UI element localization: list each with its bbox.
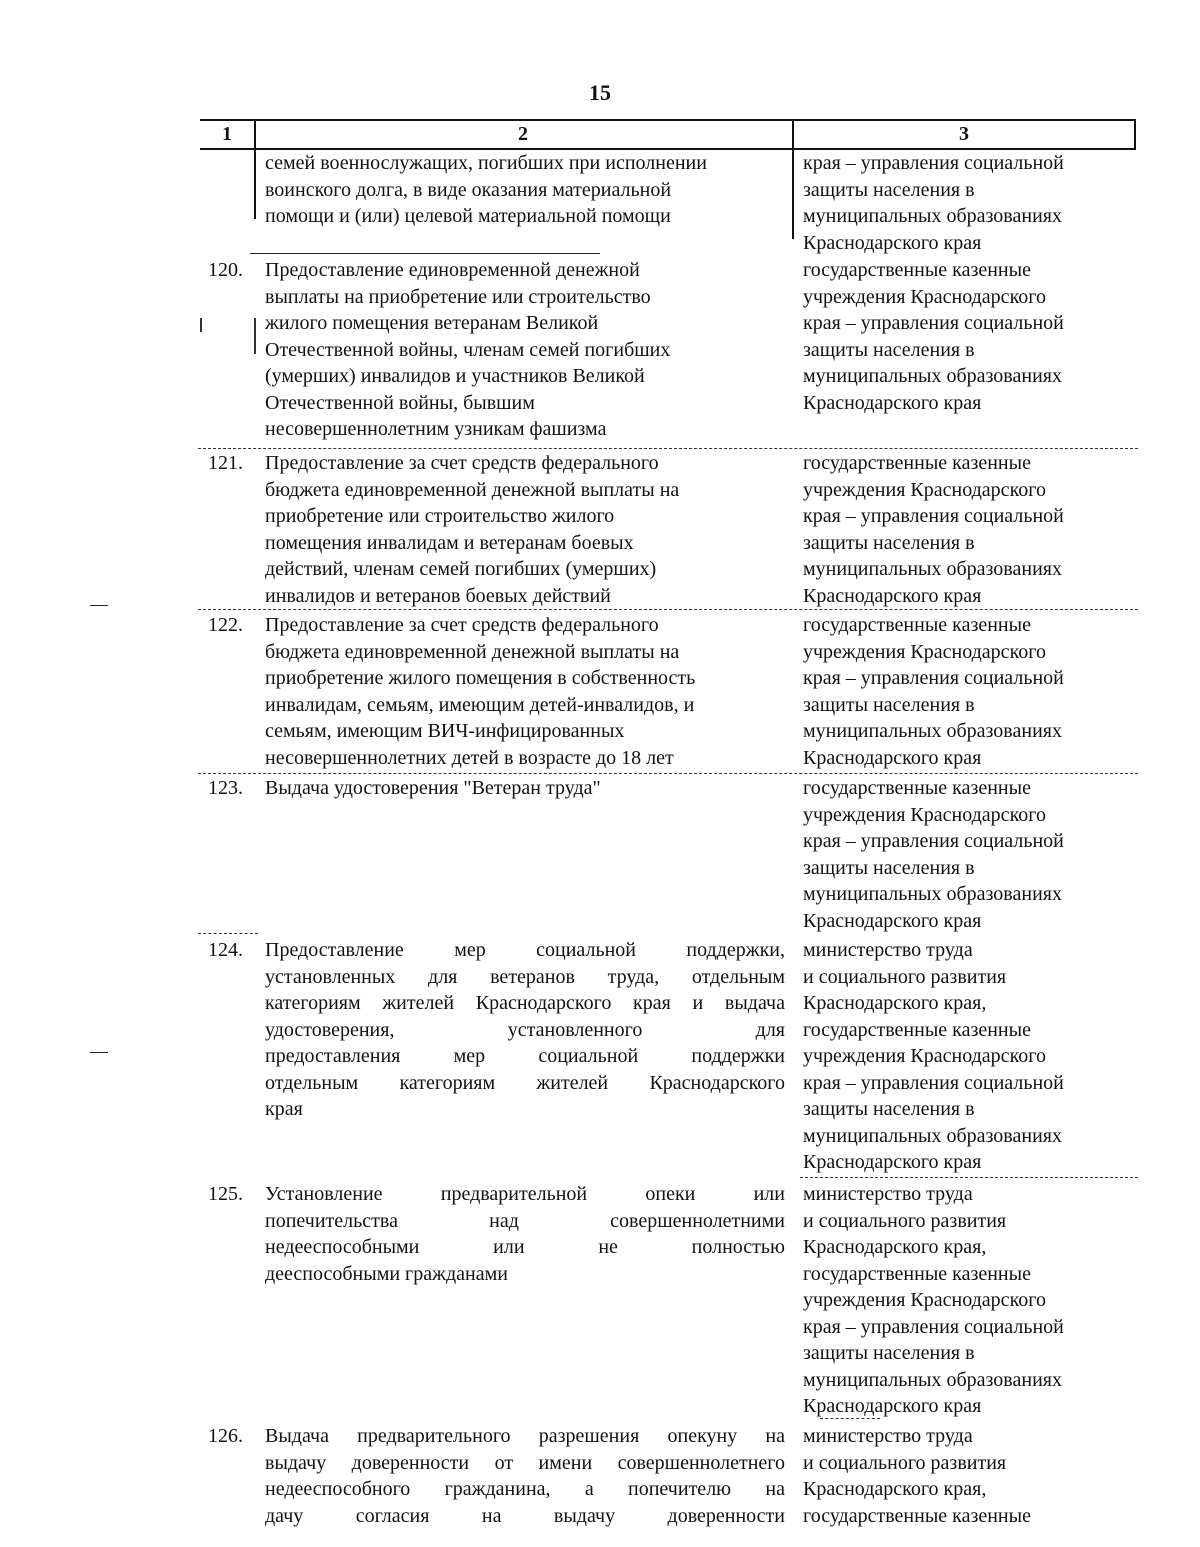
row-service [265,775,785,802]
authority-line: Краснодарского края, [803,1478,987,1500]
authority-line: защиты населения в [803,1098,975,1120]
authority-line: учреждения Краснодарского [803,1289,1046,1311]
authority-line: края – управления социальной [803,312,1064,334]
service-line: дачу согласия на выдачу доверенности [265,1504,785,1527]
authority-line: Краснодарского края [803,1151,982,1173]
authority-line: защиты населения в [803,531,975,554]
row-authority [803,1423,1123,1529]
authority-line: края – управления социальной [803,1315,1064,1338]
row-number: 122. [208,614,243,636]
service-line: Установление предварительной опеки или [265,1183,785,1205]
row-number: 120. [208,259,243,281]
row-separator [250,253,600,254]
row-authority [803,150,1123,256]
service-line: жилого помещения ветеранам Великой [265,312,599,334]
service-line: Предоставление за счет средств федерального [265,614,659,636]
row-authority [803,257,1123,416]
authority-line: и социального развития [803,965,1007,988]
row-authority [803,775,1123,934]
authority-line: Краснодарского края [803,391,982,414]
service-line: помещения инвалидам и ветеранам боевых [265,531,634,554]
service-line: несовершеннолетним узникам фашизма [265,418,607,440]
authority-line: края – управления социальной [803,152,1064,174]
service-line: Предоставление мер социальной поддержки, [265,939,785,961]
row-number: 123. [208,777,243,799]
row-service [265,1423,785,1529]
authority-line: Краснодарского края [803,746,982,769]
authority-line: учреждения Краснодарского [803,640,1046,663]
service-line: помощи и (или) целевой материальной помощи [265,205,671,227]
service-line: отдельным категориям жителей Краснодарского [265,1071,785,1094]
row-separator [198,773,1138,774]
margin-tick-2 [254,318,256,354]
header-col-1: 1 [222,123,232,145]
authority-line: муниципальных образованиях [803,205,1062,227]
authority-line: учреждения Краснодарского [803,285,1046,308]
service-line: выдачу доверенности от имени совершеннолетнего [265,1451,785,1474]
authority-line: Краснодарского края, [803,1236,987,1258]
authority-line: края – управления социальной [803,505,1064,527]
service-line: Отечественной войны, членам семей погибших [265,338,671,361]
authority-line: государственные казенные [803,1504,1031,1527]
row-number: 126. [208,1425,243,1447]
service-line: приобретение или строительство жилого [265,505,615,527]
service-line: предоставления мер социальной поддержки [265,1045,785,1067]
row-service [265,937,785,1123]
service-line: дееспособными гражданами [265,1262,508,1285]
row-service [265,150,785,230]
authority-line: государственные казенные [803,1018,1031,1041]
authority-line: края – управления социальной [803,830,1064,852]
authority-line: Краснодарского края [803,231,982,254]
row-separator [820,1418,880,1419]
service-line: бюджета единовременной денежной выплаты на [265,478,680,501]
service-line: бюджета единовременной денежной выплаты на [265,640,680,663]
service-line: Предоставление единовременной денежной [265,259,640,281]
authority-line: муниципальных образованиях [803,1368,1062,1391]
service-line: недееспособного гражданина, а попечителю на [265,1478,785,1500]
authority-line: государственные казенные [803,777,1031,799]
column-divider-cont [254,149,256,219]
row-number: 121. [208,452,243,474]
authority-line: края – управления социальной [803,1071,1064,1094]
authority-line: государственные казенные [803,1262,1031,1285]
authority-line: учреждения Краснодарского [803,1045,1046,1067]
service-line: Отечественной войны, бывшим [265,391,535,414]
service-line: приобретение жилого помещения в собственность [265,667,696,689]
authority-line: защиты населения в [803,693,975,716]
header-divider-3 [1134,119,1136,149]
authority-line: края – управления социальной [803,667,1064,689]
row-separator [198,933,258,934]
service-line: воинского долга, в виде оказания материальной [265,178,672,201]
row-service [265,257,785,443]
row-number: 124. [208,939,243,961]
service-line: выплаты на приобретение или строительство [265,285,651,308]
scan-mark [90,605,108,606]
service-line: инвалидов и ветеранов боевых действий [265,584,611,607]
authority-line: защиты населения в [803,178,975,201]
authority-line: учреждения Краснодарского [803,478,1046,501]
row-separator [198,448,1138,449]
authority-line: государственные казенные [803,452,1031,474]
service-line: категориям жителей Краснодарского края и выдача [265,992,785,1014]
service-line: действий, членам семей погибших (умерших) [265,558,657,580]
authority-line: учреждения Краснодарского [803,803,1046,826]
header-col-3: 3 [959,123,969,145]
authority-line: защиты населения в [803,856,975,879]
header-col-2: 2 [518,123,528,145]
authority-line: муниципальных образованиях [803,883,1062,905]
row-service [265,450,785,609]
service-line: Предоставление за счет средств федерального [265,452,659,474]
authority-line: Краснодарского края [803,909,982,932]
authority-line: защиты населения в [803,338,975,361]
row-authority [803,612,1123,771]
authority-line: и социального развития [803,1209,1007,1232]
authority-line: Краснодарского края [803,1395,982,1417]
row-authority [803,937,1123,1176]
authority-line: министерство труда [803,939,973,961]
service-line: инвалидам, семьям, имеющим детей-инвалидов, и [265,693,695,716]
row-separator [198,609,1138,610]
authority-line: государственные казенные [803,614,1031,636]
authority-line: муниципальных образованиях [803,365,1062,387]
margin-tick [200,318,202,332]
service-line: недееспособными или не полностью [265,1236,785,1258]
header-divider-1 [254,119,256,149]
service-line: попечительства над совершеннолетними [265,1209,785,1232]
authority-line: муниципальных образованиях [803,558,1062,580]
authority-line: муниципальных образованиях [803,720,1062,742]
service-line: (умерших) инвалидов и участников Великой [265,365,645,387]
authority-line: и социального развития [803,1451,1007,1474]
page-number: 15 [589,80,611,105]
service-line: семьям, имеющим ВИЧ-инфицированных [265,720,625,742]
service-line: Выдача удостоверения "Ветеран труда" [265,777,601,799]
authority-line: государственные казенные [803,259,1031,281]
row-service [265,1181,785,1287]
service-line: удостоверения, установленного для [265,1018,785,1041]
row-authority [803,1181,1123,1420]
column-divider-cont-2 [792,149,794,239]
authority-line: министерство труда [803,1425,973,1447]
authority-line: муниципальных образованиях [803,1124,1062,1147]
row-authority [803,450,1123,609]
service-line: Выдача предварительного разрешения опекуну на [265,1425,785,1447]
authority-line: министерство труда [803,1183,973,1205]
service-line: установленных для ветеранов труда, отдельным [265,965,785,988]
authority-line: защиты населения в [803,1342,975,1364]
header-divider-2 [792,119,794,149]
scan-mark [90,1052,108,1053]
service-line: края [265,1098,303,1120]
row-number: 125. [208,1183,243,1205]
service-line: семей военнослужащих, погибших при исполнении [265,152,707,174]
row-separator [800,1177,1138,1178]
row-service [265,612,785,771]
authority-line: Краснодарского края, [803,992,987,1014]
authority-line: Краснодарского края [803,584,982,607]
service-line: несовершеннолетних детей в возрасте до 18 лет [265,746,674,769]
